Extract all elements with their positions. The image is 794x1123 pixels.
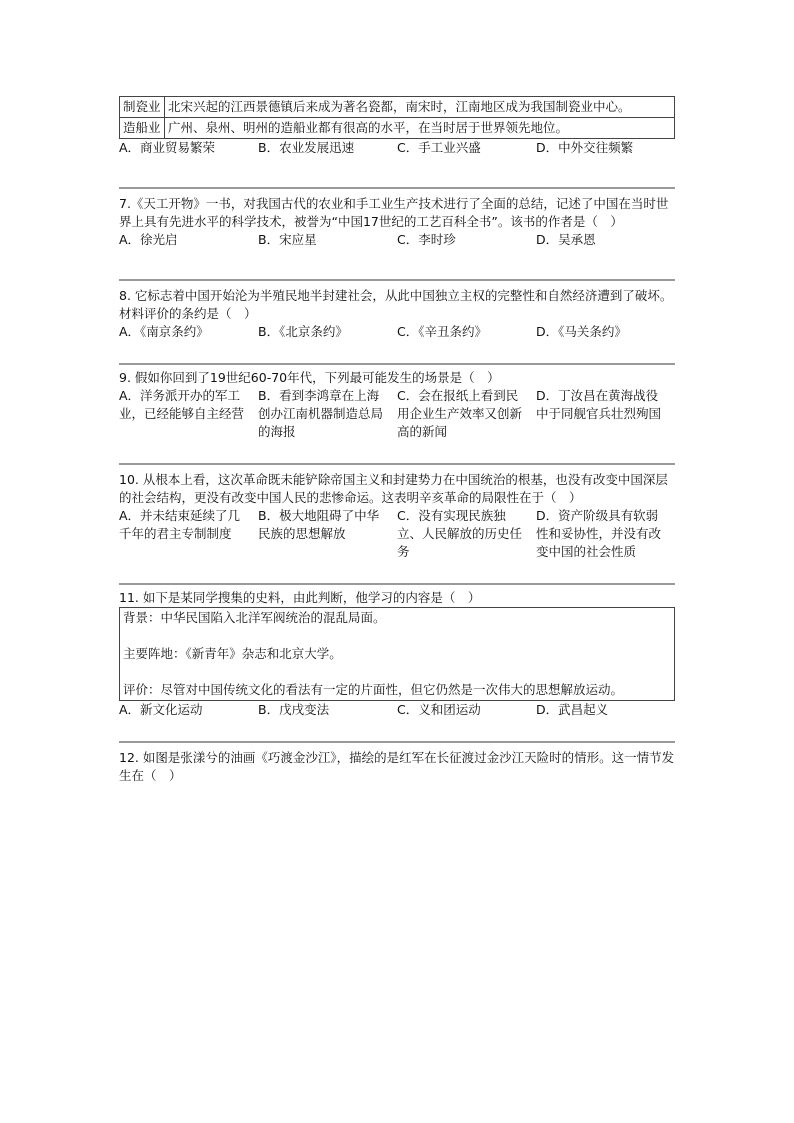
table-row <box>120 118 675 139</box>
table-cell-key: 制瓷业 <box>120 97 165 118</box>
option-a[interactable]: A．徐光启 <box>119 232 178 247</box>
question-9 <box>119 369 675 441</box>
option-c[interactable]: C．没有实现民族独立、人民解放的历史任务 <box>397 508 523 559</box>
option-a[interactable]: A．商业贸易繁荣 <box>119 140 216 155</box>
option-b[interactable]: B．《北京条约》 <box>258 324 348 339</box>
question-stem: 12. 如图是张漾兮的油画《巧渡金沙江》，描绘的是红军在长征渡过金沙江天险时的情形。这一情节发生在（ ） <box>119 750 675 783</box>
question-10 <box>119 471 675 561</box>
option-b[interactable]: B．极大地阻碍了中华民族的思想解放 <box>258 508 380 541</box>
option-c[interactable]: C．手工业兴盛 <box>397 140 481 155</box>
option-d[interactable]: D．资产阶级具有软弱性和妥协性，并没有改变中国的社会性质 <box>536 508 662 559</box>
question-12 <box>119 749 675 785</box>
question-8 <box>119 287 675 341</box>
source-line: 评价：尽管对中国传统文化的看法有一定的片面性，但它仍然是一次伟大的思想解放运动。 <box>123 682 624 697</box>
option-d[interactable]: D．《马关条约》 <box>536 324 627 339</box>
table-cell-value: 广州、泉州、明州的造船业都有很高的水平，在当时居于世界领先地位。 <box>165 118 675 139</box>
option-d[interactable]: D．丁汝昌在黄海战役中于同舰官兵壮烈殉国 <box>536 388 662 421</box>
question-stem: 11. 如下是某同学搜集的史料，由此判断，他学习的内容是（ ） <box>119 590 481 605</box>
source-box <box>119 607 675 701</box>
option-a[interactable]: A．并未结束延续了几千年的君主专制制度 <box>119 508 241 541</box>
table-cell-key: 造船业 <box>120 118 165 139</box>
option-c[interactable]: C．李时珍 <box>397 232 456 247</box>
industry-table <box>119 96 675 139</box>
q6-options <box>119 139 675 157</box>
table-cell-value: 北宋兴起的江西景德镇后来成为著名瓷都，南宋时，江南地区成为我国制瓷业中心。 <box>165 97 675 118</box>
question-stem: 8. 它标志着中国开始沦为半殖民地半封建社会，从此中国独立主权的完整性和自然经济遭到了破坏。材料评价的条约是（ ） <box>119 288 673 321</box>
option-c[interactable]: C．会在报纸上看到民用企业生产效率又创新高的新闻 <box>397 388 523 439</box>
question-7 <box>119 195 675 249</box>
q10-options <box>119 507 675 561</box>
question-stem: 7.《天工开物》一书，对我国古代的农业和手工业生产技术进行了全面的总结，记述了中国在当时世界上具有先进水平的科学技术，被誉为“中国17世纪的工艺百科全书”。该书的作者是（ ） <box>119 196 669 229</box>
option-c[interactable]: C．《辛丑条约》 <box>397 324 487 339</box>
option-a[interactable]: A．新文化运动 <box>119 702 203 717</box>
option-b[interactable]: B．农业发展迅速 <box>258 140 355 155</box>
option-d[interactable]: D．中外交往频繁 <box>536 140 634 155</box>
option-b[interactable]: B．宋应星 <box>258 232 317 247</box>
option-b[interactable]: B．看到李鸿章在上海创办江南机器制造总局的海报 <box>258 388 384 439</box>
option-a[interactable]: A．《南京条约》 <box>119 324 209 339</box>
q11-options <box>119 701 675 719</box>
q8-options <box>119 323 675 341</box>
option-c[interactable]: C．义和团运动 <box>397 702 481 717</box>
exam-page <box>119 96 675 785</box>
q7-options <box>119 231 675 249</box>
table-row <box>120 97 675 118</box>
option-b[interactable]: B．戊戌变法 <box>258 702 330 717</box>
question-stem: 9. 假如你回到了19世纪60-70年代，下列最可能发生的场景是（ ） <box>119 370 500 385</box>
source-line: 主要阵地：《新青年》杂志和北京大学。 <box>123 646 342 661</box>
option-d[interactable]: D．吴承恩 <box>536 232 596 247</box>
question-stem: 10. 从根本上看，这次革命既未能铲除帝国主义和封建势力在中国统治的根基，也没有改变中国深层的社会结构，更没有改变中国人民的悲惨命运。这表明辛亥革命的局限性在于（ ） <box>119 472 668 505</box>
option-a[interactable]: A．洋务派开办的军工业，已经能够自主经营 <box>119 388 245 421</box>
source-line: 背景：中华民国陷入北洋军阀统治的混乱局面。 <box>123 610 386 625</box>
question-11 <box>119 589 675 719</box>
q9-options <box>119 387 675 441</box>
option-d[interactable]: D．武昌起义 <box>536 702 609 717</box>
